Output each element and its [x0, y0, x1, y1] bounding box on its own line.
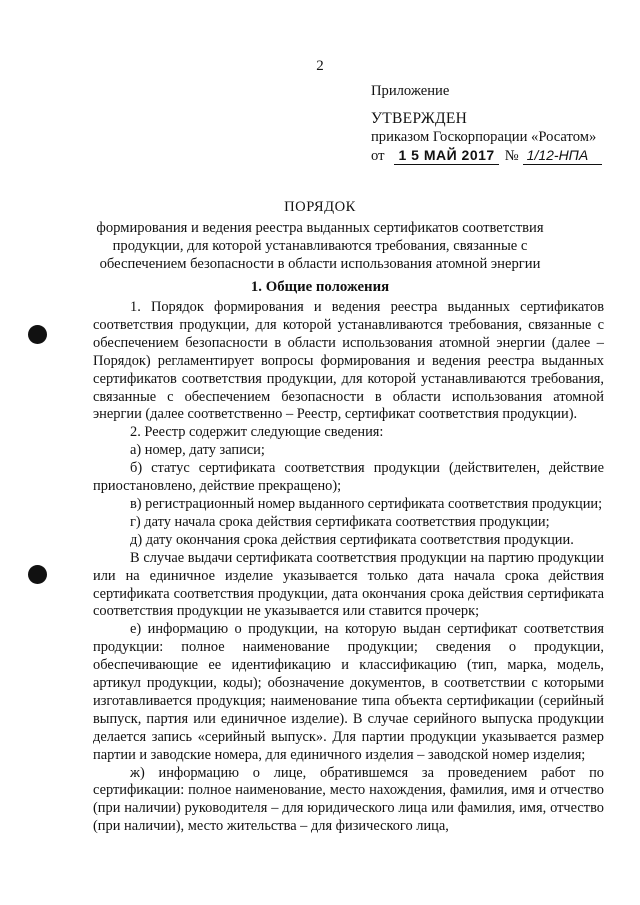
section-heading: 1. Общие положения	[250, 279, 390, 295]
document-title: ПОРЯДОК	[284, 199, 356, 215]
paragraph-2: 2. Реестр содержит следующие сведения:	[130, 424, 384, 441]
paragraph-1: 1. Порядок формирования и ведения реестра выданных сертификатов соответствия продукции, для которой устанавливаются требования, связанные с обеспечением безопасности в области использования атомной энергии (далее – Порядок) регламентирует вопросы формирования и ведения реестра выданных сертификатов соответствия продукции, для которой устанавливаются требования, связанные с обеспечением безопасности в области использования атомной энергии (далее соответственно – Реестр, сертификат соответствия продукции).	[93, 299, 604, 423]
binder-hole-top	[28, 325, 47, 344]
page-number: 2	[316, 58, 324, 74]
list-item-g: ж) информацию о лице, обратившемся за проведением работ по сертификации: полное наименование, место нахождения, фамилия, имя и отчество (при наличии) руководителя – для юридического лица или фамилия, имя, отчество (при наличии), место жительства – для физического лица,	[93, 764, 604, 835]
date-prefix: от	[371, 148, 385, 164]
appendix-label: Приложение	[371, 83, 450, 99]
binder-hole-bottom	[28, 565, 47, 584]
approval-block	[371, 82, 621, 165]
list-item-f: е) информацию о продукции, на которую выдан сертификат соответствия продукции: полное наименование продукции; сведения о продукции, обеспечивающие ее идентификацию и классификацию (тип, марка, модель, артикул продукции, коды); обозначение документов, в соответствии с которыми изготавливается продукция; наименование типа объекта сертификации (серийный выпуск, партия или единичное изделие). В случае серийного выпуска продукции делается запись «серийный выпуск». Для партии продукции указывается размер партии и заводские номера, для единичного изделия – заводской номер изделия;	[93, 621, 604, 763]
approved-label: УТВЕРЖДЕН	[371, 110, 468, 127]
document-title-block	[70, 198, 570, 273]
number-prefix: №	[504, 148, 519, 164]
paragraph-batch-note: В случае выдачи сертификата соответствия продукции на партию продукции или на единичное изделие указывается только дата начала срока действия сертификата соответствия продукции, дата окончания срока действия сертификата соответствия продукции не указывается или ставится прочерк;	[93, 549, 604, 620]
list-item-c: в) регистрационный номер выданного сертификата соответствия продукции;	[130, 495, 603, 512]
document-subtitle: формирования и ведения реестра выданных сертификатов соответствия продукции, для которой устанавливаются требования, связанные с обеспечением безопасности в области использования атомной энергии	[96, 220, 544, 272]
list-item-e: д) дату окончания срока действия сертификата соответствия продукции.	[130, 531, 574, 548]
order-number-handwritten: 1/12-НПА	[523, 146, 603, 165]
order-reference: приказом Госкорпорации «Росатом»	[371, 129, 597, 145]
section-body	[93, 299, 604, 836]
list-item-d: г) дату начала срока действия сертификата соответствия продукции;	[130, 513, 550, 530]
list-item-a: а) номер, дату записи;	[130, 442, 265, 459]
date-number-line	[371, 146, 621, 165]
list-item-b: б) статус сертификата соответствия продукции (действителен, действие приостановлено, действие прекращено);	[93, 460, 604, 495]
approval-date-stamp: 1 5 МАЙ 2017	[394, 146, 498, 165]
